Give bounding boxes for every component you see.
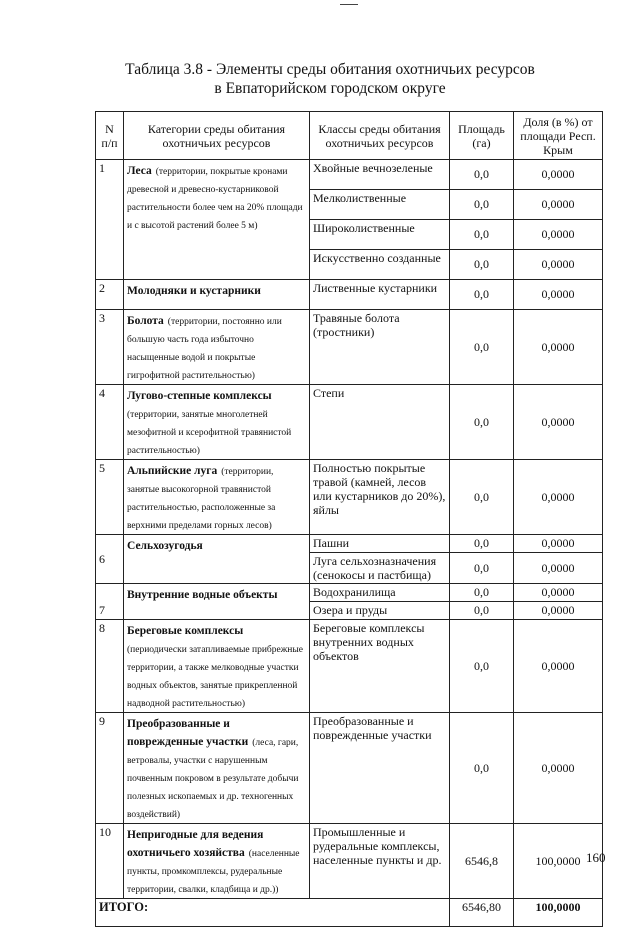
category-cell bbox=[124, 620, 310, 713]
share-value: 0,0000 bbox=[514, 160, 603, 190]
category-note: (населенные пункты, промкомплексы, рудеральные территории, свалки, кладбища и др.)) bbox=[127, 849, 300, 895]
area-value: 0,0 bbox=[450, 553, 514, 584]
area-value: 0,0 bbox=[450, 280, 514, 310]
category-note: (территории, занятые высокогорной травянистой растительностью, расположенные за верхними пределами горных лесов) bbox=[127, 467, 276, 531]
header-area: Площадь (га) bbox=[450, 112, 514, 160]
class-label: Пашни bbox=[310, 535, 450, 553]
class-label: Травяные болота (тростники) bbox=[310, 310, 450, 385]
class-label: Промышленные и рудеральные комплексы, населенные пункты и др. bbox=[310, 824, 450, 899]
class-label: Преобразованные и поврежденные участки bbox=[310, 713, 450, 824]
class-label: Береговые комплексы внутренних водных объектов bbox=[310, 620, 450, 713]
table-row bbox=[96, 460, 603, 535]
share-value: 0,0000 bbox=[514, 553, 603, 584]
header-num: N п/п bbox=[96, 112, 124, 160]
title-line-2: в Евпаторийском городском округе bbox=[214, 80, 446, 97]
category-note: (периодически затапливаемые прибрежные территории, а также мелководные участки водных объектов, занятые прикрепленной надводной растительностью) bbox=[127, 645, 303, 709]
share-value: 0,0000 bbox=[514, 620, 603, 713]
share-value: 0,0000 bbox=[514, 460, 603, 535]
category-name: Непригодные для ведения охотничьего хозяйства bbox=[127, 829, 264, 859]
class-label: Озера и пруды bbox=[310, 602, 450, 620]
share-value: 0,0000 bbox=[514, 584, 603, 602]
table-row bbox=[96, 310, 603, 385]
area-value: 0,0 bbox=[450, 190, 514, 220]
habitat-table bbox=[95, 111, 603, 927]
row-number: 3 bbox=[96, 310, 124, 385]
class-label: Хвойные вечнозеленые bbox=[310, 160, 450, 190]
row-number: 4 bbox=[96, 385, 124, 460]
category-note: (территории, занятые многолетней мезофитной и ксерофитной травянистой растительностью) bbox=[127, 410, 292, 456]
area-value: 6546,8 bbox=[450, 824, 514, 899]
table-row bbox=[96, 584, 603, 602]
page-number: 160 bbox=[586, 850, 606, 865]
category-name: Береговые комплексы bbox=[127, 625, 244, 637]
title-line-1: Таблица 3.8 - Элементы среды обитания охотничьих ресурсов bbox=[125, 61, 535, 78]
class-label: Широколиственные bbox=[310, 220, 450, 250]
header-share: Доля (в %) от площади Респ. Крым bbox=[514, 112, 603, 160]
category-note: (леса, гари, ветровалы, участки с нарушенным почвенным покровом в результате добычи полезных ископаемых и др. техногенных воздействий) bbox=[127, 738, 299, 820]
row-number: 1 bbox=[96, 160, 124, 280]
table-row bbox=[96, 620, 603, 713]
table-row bbox=[96, 713, 603, 824]
share-value: 0,0000 bbox=[514, 310, 603, 385]
table-row bbox=[96, 160, 603, 190]
total-label: ИТОГО: bbox=[96, 899, 450, 927]
total-share: 100,0000 bbox=[514, 899, 603, 927]
category-name: Молодняки и кустарники bbox=[127, 285, 261, 297]
row-number: 5 bbox=[96, 460, 124, 535]
share-value: 0,0000 bbox=[514, 220, 603, 250]
row-number: 9 bbox=[96, 713, 124, 824]
class-label: Степи bbox=[310, 385, 450, 460]
category-name: Леса bbox=[127, 165, 152, 177]
row-number: 2 bbox=[96, 280, 124, 310]
total-area: 6546,80 bbox=[450, 899, 514, 927]
category-cell bbox=[124, 713, 310, 824]
category-name: Преобразованные и поврежденные участки bbox=[127, 718, 249, 748]
total-row bbox=[96, 899, 603, 927]
header-class: Классы среды обитания охотничьих ресурсов bbox=[310, 112, 450, 160]
category-name: Болота bbox=[127, 315, 164, 327]
share-value: 0,0000 bbox=[514, 190, 603, 220]
share-value: 0,0000 bbox=[514, 250, 603, 280]
area-value: 0,0 bbox=[450, 535, 514, 553]
category-cell bbox=[124, 584, 310, 620]
table-row bbox=[96, 824, 603, 899]
category-cell bbox=[124, 385, 310, 460]
header-category: Категории среды обитания охотничьих ресурсов bbox=[124, 112, 310, 160]
category-name: Сельхозугодья bbox=[127, 540, 203, 552]
share-value: 0,0000 bbox=[514, 713, 603, 824]
table-body bbox=[96, 160, 603, 927]
area-value: 0,0 bbox=[450, 160, 514, 190]
category-note: (территории, покрытые кронами древесной и древесно-кустарниковой растительности более чем на 20% площади и с высотой растений более 5 м) bbox=[127, 167, 303, 231]
category-name: Альпийские луга bbox=[127, 465, 218, 477]
share-value: 0,0000 bbox=[514, 602, 603, 620]
category-cell bbox=[124, 310, 310, 385]
class-label: Лиственные кустарники bbox=[310, 280, 450, 310]
table-row bbox=[96, 385, 603, 460]
category-name: Лугово-степные комплексы bbox=[127, 390, 272, 402]
row-number: 8 bbox=[96, 620, 124, 713]
row-number: 10 bbox=[96, 824, 124, 899]
table-row bbox=[96, 280, 603, 310]
top-mark bbox=[340, 4, 358, 5]
area-value: 0,0 bbox=[450, 310, 514, 385]
share-value: 0,0000 bbox=[514, 535, 603, 553]
class-label: Мелколиственные bbox=[310, 190, 450, 220]
area-value: 0,0 bbox=[450, 713, 514, 824]
area-value: 0,0 bbox=[450, 620, 514, 713]
area-value: 0,0 bbox=[450, 220, 514, 250]
area-value: 0,0 bbox=[450, 385, 514, 460]
category-cell bbox=[124, 535, 310, 584]
table-row bbox=[96, 535, 603, 553]
header-row bbox=[96, 112, 603, 160]
area-value: 0,0 bbox=[450, 602, 514, 620]
share-value: 0,0000 bbox=[514, 385, 603, 460]
row-number: 6 bbox=[96, 535, 124, 584]
class-label: Водохранилища bbox=[310, 584, 450, 602]
category-cell bbox=[124, 460, 310, 535]
share-value: 100,0000 bbox=[514, 824, 603, 899]
class-label: Луга сельхозназначения (сенокосы и пастбища) bbox=[310, 553, 450, 584]
table-title bbox=[100, 60, 560, 98]
area-value: 0,0 bbox=[450, 584, 514, 602]
category-cell bbox=[124, 824, 310, 899]
category-note: (территории, постоянно или большую часть года избыточно насыщенные водой и покрытые гигрофитной растительностью) bbox=[127, 317, 282, 381]
category-cell bbox=[124, 160, 310, 280]
class-label: Полностью покрытые травой (камней, лесов или кустарников до 20%), яйлы bbox=[310, 460, 450, 535]
area-value: 0,0 bbox=[450, 460, 514, 535]
category-name: Внутренние водные объекты bbox=[127, 589, 278, 601]
class-label: Искусственно созданные bbox=[310, 250, 450, 280]
row-number: 7 bbox=[96, 584, 124, 620]
area-value: 0,0 bbox=[450, 250, 514, 280]
category-cell bbox=[124, 280, 310, 310]
share-value: 0,0000 bbox=[514, 280, 603, 310]
